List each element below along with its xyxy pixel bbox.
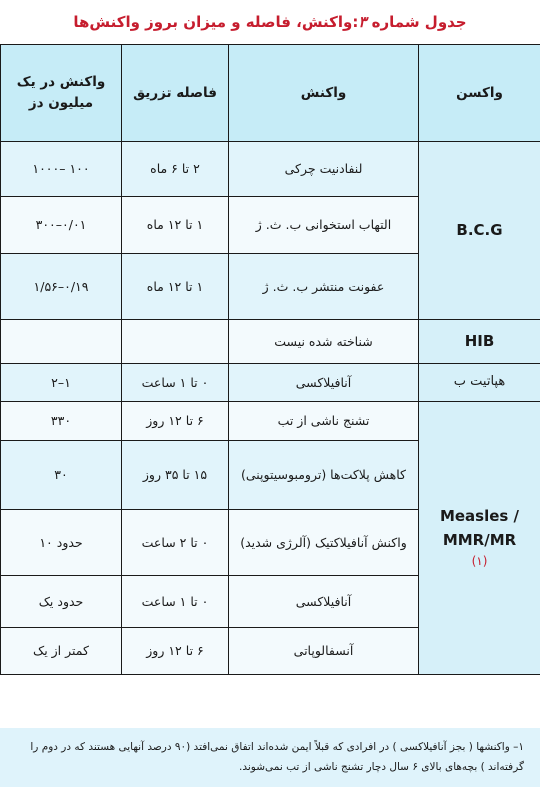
cell-rate: ۱–۲ xyxy=(1,364,122,402)
cell-interval: ۱ تا ۱۲ ماه xyxy=(122,254,229,320)
cell-reaction: عفونت منتشر ب. ث. ژ xyxy=(229,254,419,320)
cell-rate: ۰/۱۹–۱/۵۶ xyxy=(1,254,122,320)
cell-interval: ۱ تا ۱۲ ماه xyxy=(122,197,229,254)
cell-reaction: لنفادنیت چرکی xyxy=(229,142,419,197)
cell-interval: ۶ تا ۱۲ روز xyxy=(122,402,229,441)
title-separator: : xyxy=(352,13,359,31)
cell-interval: ۰ تا ۱ ساعت xyxy=(122,576,229,628)
cell-rate: ۱۰۰ –۱۰۰۰ xyxy=(1,142,122,197)
cell-rate xyxy=(1,320,122,364)
cell-rate: ۳۰ xyxy=(1,441,122,510)
cell-reaction: واکنش آنافیلاکتیک (آلرژی شدید) xyxy=(229,510,419,576)
cell-reaction: التهاب استخوانی ب. ث. ژ xyxy=(229,197,419,254)
header-vaccine: واکسن xyxy=(419,45,540,142)
title-number: ۳ xyxy=(358,13,367,31)
title-text: واکنش، فاصله و میزان بروز واکنش‌ها xyxy=(73,13,353,31)
header-interval: فاصله تزریق xyxy=(122,45,229,142)
cell-reaction: شناخته شده نیست xyxy=(229,320,419,364)
table-row xyxy=(1,364,540,402)
cell-reaction: تشنج ناشی از تب xyxy=(229,402,419,441)
table-row xyxy=(1,402,540,441)
cell-interval: ۱۵ تا ۳۵ روز xyxy=(122,441,229,510)
header-reaction: واکنش xyxy=(229,45,419,142)
vaccine-reaction-table xyxy=(0,44,540,675)
cell-rate: حدود یک xyxy=(1,576,122,628)
cell-rate: حدود ۱۰ xyxy=(1,510,122,576)
cell-interval: ۰ تا ۲ ساعت xyxy=(122,510,229,576)
header-rate: واکنش در یک میلیون دز xyxy=(1,45,122,142)
group-measles xyxy=(419,402,540,675)
table-title xyxy=(0,0,540,44)
cell-reaction: آنافیلاکسی xyxy=(229,576,419,628)
cell-interval: ۲ تا ۶ ماه xyxy=(122,142,229,197)
group-measles-note: (۱) xyxy=(471,553,488,568)
header-row xyxy=(1,45,540,142)
title-prefix: جدول شماره xyxy=(371,13,467,31)
cell-interval: ۶ تا ۱۲ روز xyxy=(122,628,229,675)
group-hepatitis-b: هپاتیت ب xyxy=(419,364,540,402)
cell-rate: ۰/۰۱–۳۰۰ xyxy=(1,197,122,254)
cell-reaction: آنافیلاکسی xyxy=(229,364,419,402)
table-row xyxy=(1,142,540,197)
cell-rate: کمتر از یک xyxy=(1,628,122,675)
group-measles-label: Measles / MMR/MR xyxy=(439,507,520,549)
cell-reaction: آنسفالوپاتی xyxy=(229,628,419,675)
group-hib: HIB xyxy=(419,320,540,364)
cell-rate: ۳۳۰ xyxy=(1,402,122,441)
cell-reaction: کاهش پلاکت‌ها (ترومبوسیتوپنی) xyxy=(229,441,419,510)
footnote: ۱– واکنشها ( بجز آنافیلاکسی ) در افرادی که قبلاً ایمن شده‌اند اتفاق نمی‌افتد (۹۰ درصد آنهایی هستند که در دوم را گرفته‌اند ) بچه‌های بالای ۶ سال دچار تشنج ناشی از تب نمی‌شوند. xyxy=(0,728,540,787)
cell-interval xyxy=(122,320,229,364)
table-row xyxy=(1,320,540,364)
cell-interval: ۰ تا ۱ ساعت xyxy=(122,364,229,402)
group-bcg: B.C.G xyxy=(419,142,540,320)
